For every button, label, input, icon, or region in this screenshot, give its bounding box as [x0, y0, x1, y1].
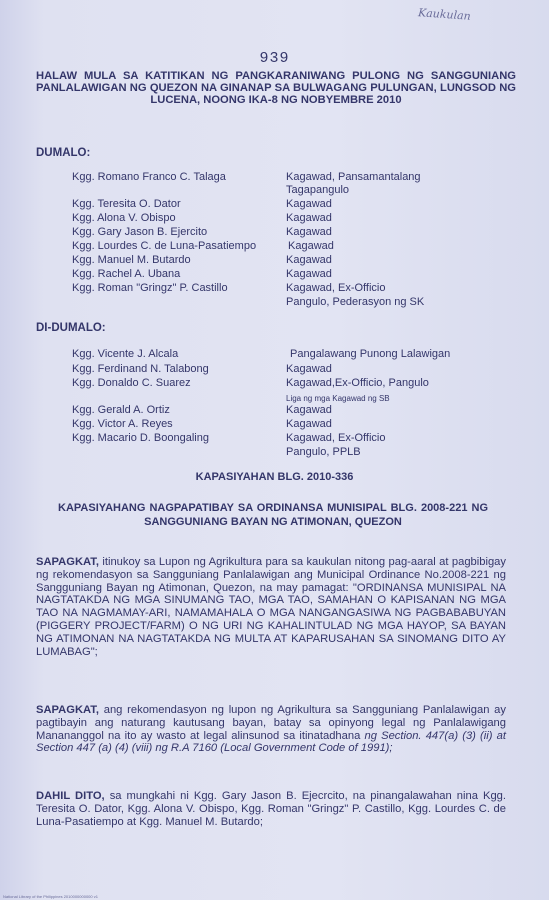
paragraph-lead: SAPAGKAT,	[36, 704, 99, 716]
document-title: HALAW MULA SA KATITIKAN NG PANGKARANIWANG PULONG NG SANGGUNIANG PANLALAWIGAN NG QUEZON NA GINANAP SA BULWAGANG PULUNGAN, LUNGSOD NG LUCENA, NOONG IKA-8 NG NOBYEMBRE 2010	[36, 70, 516, 106]
absentee-role-cont: Liga ng mga Kagawad ng SB	[286, 394, 390, 403]
paragraph-citation: ng Section. 447(a) (3) (ii) at Section 447 (a) (4) (viii) ng R.A 7160 (Local Government Code of 1991);	[36, 729, 506, 755]
absentee-role: Kagawad	[286, 363, 332, 375]
resolution-number: KAPASIYAHAN BLG. 2010-336	[195, 471, 354, 483]
whereas-paragraph-2	[36, 704, 506, 755]
attendee-role: Kagawad	[286, 226, 332, 238]
attendee-role: Kagawad	[286, 268, 332, 280]
absentee-role: Kagawad	[286, 404, 332, 416]
whereas-paragraph-1	[36, 556, 506, 658]
absentee-role: Kagawad,Ex-Officio, Pangulo	[286, 377, 429, 389]
handwritten-note: Kaukulan	[417, 6, 472, 23]
absentee-name: Kgg. Donaldo C. Suarez	[72, 377, 191, 389]
absentee-name: Kgg. Macario D. Boongaling	[72, 432, 209, 444]
attendee-name: Kgg. Teresita O. Dator	[72, 198, 181, 210]
attendee-name: Kgg. Gary Jason B. Ejercito	[72, 226, 208, 238]
attendee-name: Kgg. Alona V. Obispo	[72, 212, 176, 224]
attendee-role: Kagawad	[288, 240, 334, 252]
paragraph-text: ang rekomendasyon ng lupon ng Agrikultura sa Sangguniang Panlalawigan ay pagtibayin ang naturang kautusang bayan, batay sa opinyong legal ng Panlalawigang Manananggol na ito ay wasto at legal alinsunod sa itinatadhana	[36, 704, 506, 742]
didumalo-heading: DI-DUMALO:	[36, 322, 106, 334]
page-number: 939	[259, 50, 290, 67]
absentee-role-cont: Pangulo, PPLB	[286, 446, 361, 458]
paragraph-lead: DAHIL DITO,	[36, 790, 105, 802]
resolution-title: KAPASIYAHANG NAGPAPATIBAY SA ORDINANSA MUNISIPAL BLG. 2008-221 NG SANGGUNIANG BAYAN NG ATIMONAN, QUEZON	[58, 502, 488, 528]
attendee-role: Kagawad	[286, 198, 332, 210]
attendee-name: Kgg. Manuel M. Butardo	[72, 254, 191, 266]
absentee-role: Kagawad	[286, 418, 332, 430]
attendee-name: Kgg. Rachel A. Ubana	[72, 268, 181, 280]
paragraph-text: sa mungkahi ni Kgg. Gary Jason B. Ejecrcito, na pinangalawahan nina Kgg. Teresita O. Dator, Kgg. Alona V. Obispo, Kgg. Roman "Gringz" P. Castillo, Kgg. Lourdes C. de Luna-Pasatiempo at Kgg. Manuel M. Butardo;	[36, 790, 506, 828]
attendee-role: Kagawad	[286, 254, 332, 266]
absentee-role: Pangalawang Punong Lalawigan	[290, 348, 451, 360]
paragraph-lead: SAPAGKAT,	[36, 556, 99, 568]
scan-footer: National Library of the Philippines 2010000000000 v1	[3, 894, 98, 899]
attendee-name: Kgg. Lourdes C. de Luna-Pasatiempo	[72, 240, 257, 252]
attendee-role: Kagawad, Pansamantalang	[286, 171, 421, 183]
absentee-name: Kgg. Gerald A. Ortiz	[72, 404, 170, 416]
absentee-name: Kgg. Victor A. Reyes	[72, 418, 173, 430]
attendee-role: Kagawad	[286, 212, 332, 224]
therefore-paragraph	[36, 790, 506, 828]
dumalo-heading: DUMALO:	[36, 147, 91, 159]
attendee-name: Kgg. Roman "Gringz" P. Castillo	[72, 282, 228, 294]
absentee-role: Kagawad, Ex-Officio	[286, 432, 386, 444]
paragraph-text: itinukoy sa Lupon ng Agrikultura para sa kaukulan nitong pag-aaral at pagbibigay ng rekomendasyon sa Sangguniang Panlalawigan ang Municipal Ordinance No.2008-221 ng Sangguniang Bayan ng Atimonan, Quezon, na may pamagat: "ORDINANSA MUNISIPAL NA NAGTATAKDA NG MGA SINUMANG TAO, MGA TAO, SAMAHAN O KAPISANAN NG MGA TAO NA NAGMAMAY-ARI, NAMAMAHALA O MGA NANGANGASIWA NG PAGBABABUYAN (PIGGERY PROJECT/FARM) O NG URI NG KAHALINTULAD NG MGA HAYOP, SA BAYAN NG ATIMONAN NA NAGTATAKDA NG MULTA AT KAPARUSAHAN SA SINOMANG DITO AY LUMABAG";	[36, 556, 506, 658]
attendee-role-cont: Pangulo, Pederasyon ng SK	[286, 296, 425, 308]
attendee-name: Kgg. Romano Franco C. Talaga	[72, 171, 226, 183]
absentee-name: Kgg. Ferdinand N. Talabong	[72, 363, 209, 375]
attendee-role: Kagawad, Ex-Officio	[286, 282, 386, 294]
absentee-name: Kgg. Vicente J. Alcala	[72, 348, 179, 360]
attendee-role-cont: Tagapangulo	[286, 184, 350, 196]
